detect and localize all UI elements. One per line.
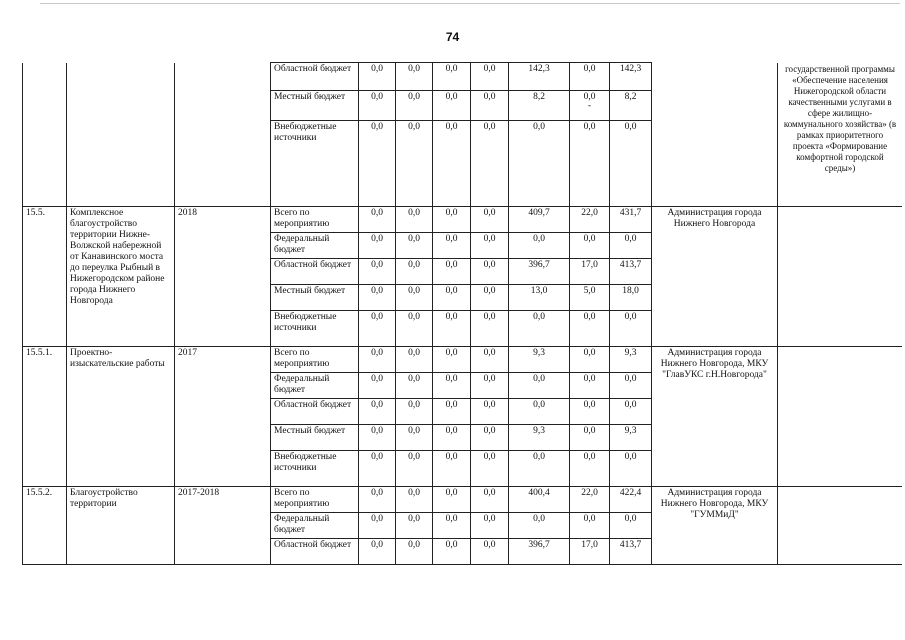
- item-name-cell: Комплексное благоустройство территории Нижне-Волжской набережной от Канавинского моста до переулка Рыбный в Нижегородском районе города Нижнего Новгорода: [67, 207, 175, 347]
- value-cell: 0,0: [396, 425, 433, 451]
- value-cell: 0,0: [396, 513, 433, 539]
- value-cell: 0,0: [471, 513, 509, 539]
- executor-cell: Администрация города Нижнего Новгорода, МКУ "ГлавУКС г.Н.Новгорода": [652, 347, 778, 487]
- value-cell: 18,0: [610, 285, 652, 311]
- value-cell: 13,0: [509, 285, 570, 311]
- value-cell: 0,0: [433, 451, 471, 487]
- value-cell: 9,3: [610, 425, 652, 451]
- value-cell: 0,0: [433, 259, 471, 285]
- value-cell: [570, 91, 610, 121]
- value-cell: 8,2: [509, 91, 570, 121]
- value-cell: 0,0: [359, 233, 396, 259]
- value-cell: 0,0: [471, 451, 509, 487]
- value-cell: 396,7: [509, 259, 570, 285]
- table-row: [23, 347, 903, 373]
- period-cell: [175, 63, 271, 207]
- value-cell: 0,0: [570, 399, 610, 425]
- funding-source-cell: Всего по мероприятию: [271, 207, 359, 233]
- program-note-cell: государственной программы «Обеспечение населения Нижегородской области качественными услугами в сфере жилищно-коммунального хозяйства» (в рамках приоритетного проекта «Формирование комфортной городской среды»): [778, 63, 903, 207]
- value-cell: 0,0: [570, 425, 610, 451]
- executor-cell: [652, 63, 778, 207]
- value-cell: 0,0: [570, 233, 610, 259]
- funding-source-cell: Внебюджетные источники: [271, 121, 359, 207]
- value-cell: 0,0: [396, 451, 433, 487]
- item-period-cell: 2018: [175, 207, 271, 347]
- value-cell: 0,0: [359, 513, 396, 539]
- value-cell: 0,0: [509, 373, 570, 399]
- value-cell: 0,0: [396, 121, 433, 207]
- value-text: 0,0: [583, 92, 596, 102]
- value-cell: 17,0: [570, 259, 610, 285]
- executor-cell: Администрация города Нижнего Новгорода: [652, 207, 778, 347]
- value-cell: 0,0: [471, 539, 509, 565]
- value-cell: 0,0: [509, 399, 570, 425]
- value-cell: 0,0: [433, 311, 471, 347]
- value-cell: 0,0: [471, 91, 509, 121]
- funding-source-cell: Местный бюджет: [271, 285, 359, 311]
- funding-source-cell: Местный бюджет: [271, 91, 359, 121]
- value-cell: 0,0: [570, 347, 610, 373]
- value-cell: 0,0: [433, 121, 471, 207]
- value-cell: 400,4: [509, 487, 570, 513]
- value-cell: 422,4: [610, 487, 652, 513]
- value-cell: 0,0: [359, 539, 396, 565]
- funding-source-cell: Внебюджетные источники: [271, 311, 359, 347]
- value-cell: 0,0: [610, 451, 652, 487]
- value-cell: 0,0: [433, 425, 471, 451]
- value-cell: 409,7: [509, 207, 570, 233]
- table-body: [23, 63, 903, 565]
- table-row: [23, 207, 903, 233]
- value-cell: 0,0: [359, 311, 396, 347]
- value-cell: 0,0: [471, 233, 509, 259]
- value-cell: 0,0: [509, 451, 570, 487]
- funding-source-cell: Федеральный бюджет: [271, 373, 359, 399]
- value-cell: 0,0: [570, 311, 610, 347]
- value-cell: 0,0: [396, 207, 433, 233]
- funding-source-cell: Всего по мероприятию: [271, 487, 359, 513]
- value-cell: 8,2: [610, 91, 652, 121]
- code-cell: [23, 63, 67, 207]
- value-cell: 22,0: [570, 207, 610, 233]
- item-period-cell: 2017-2018: [175, 487, 271, 565]
- program-note-cell: [778, 207, 903, 347]
- value-cell: 0,0: [471, 207, 509, 233]
- value-cell: 0,0: [471, 121, 509, 207]
- value-cell: 0,0: [610, 233, 652, 259]
- value-cell: 0,0: [471, 259, 509, 285]
- value-cell: 0,0: [433, 207, 471, 233]
- value-cell: 0,0: [471, 63, 509, 91]
- item-code-cell: 15.5.1.: [23, 347, 67, 487]
- value-cell: 0,0: [471, 285, 509, 311]
- value-cell: 0,0: [359, 207, 396, 233]
- value-cell: 0,0: [396, 399, 433, 425]
- value-cell: 0,0: [396, 259, 433, 285]
- program-note-cell: [778, 487, 903, 565]
- value-cell: 0,0: [509, 121, 570, 207]
- value-cell: 0,0: [433, 63, 471, 91]
- value-cell: 0,0: [396, 347, 433, 373]
- value-cell: 0,0: [359, 373, 396, 399]
- funding-source-cell: Местный бюджет: [271, 425, 359, 451]
- value-cell: 17,0: [570, 539, 610, 565]
- item-name-cell: Благоустройство территории: [67, 487, 175, 565]
- value-cell: 0,0: [471, 487, 509, 513]
- value-cell: 0,0: [433, 285, 471, 311]
- value-cell: 0,0: [359, 91, 396, 121]
- value-cell: 0,0: [396, 373, 433, 399]
- value-cell: 0,0: [610, 399, 652, 425]
- value-cell: 0,0: [433, 487, 471, 513]
- funding-source-cell: Всего по мероприятию: [271, 347, 359, 373]
- value-cell: 0,0: [471, 347, 509, 373]
- budget-table-sheet: [22, 62, 902, 567]
- value-cell: 0,0: [570, 373, 610, 399]
- value-cell: 0,0: [359, 425, 396, 451]
- program-note-cell: [778, 347, 903, 487]
- value-cell: 0,0: [570, 451, 610, 487]
- value-cell: 0,0: [433, 91, 471, 121]
- funding-source-cell: Федеральный бюджет: [271, 233, 359, 259]
- value-cell: 0,0: [396, 91, 433, 121]
- table-row: [23, 63, 903, 91]
- value-cell: 0,0: [610, 311, 652, 347]
- page-number: 74: [445, 30, 460, 44]
- value-cell: 0,0: [433, 513, 471, 539]
- scan-edge-line: [40, 3, 900, 4]
- funding-source-cell: Федеральный бюджет: [271, 513, 359, 539]
- funding-source-cell: Областной бюджет: [271, 539, 359, 565]
- value-cell: 9,3: [509, 425, 570, 451]
- value-cell: 0,0: [396, 539, 433, 565]
- executor-cell: Администрация города Нижнего Новгорода, МКУ "ГУММиД": [652, 487, 778, 565]
- value-cell: 0,0: [610, 121, 652, 207]
- value-cell: 0,0: [570, 513, 610, 539]
- value-cell: 0,0: [471, 311, 509, 347]
- value-cell: 9,3: [509, 347, 570, 373]
- value-cell: 0,0: [359, 451, 396, 487]
- item-code-cell: 15.5.2.: [23, 487, 67, 565]
- value-cell: 0,0: [359, 285, 396, 311]
- value-cell: 0,0: [433, 399, 471, 425]
- item-period-cell: 2017: [175, 347, 271, 487]
- value-cell: 0,0: [359, 347, 396, 373]
- budget-table: [22, 62, 902, 565]
- funding-source-cell: Областной бюджет: [271, 399, 359, 425]
- value-cell: 9,3: [610, 347, 652, 373]
- value-cell: 0,0: [471, 425, 509, 451]
- table-row: [23, 487, 903, 513]
- funding-source-cell: Областной бюджет: [271, 259, 359, 285]
- value-cell: 0,0: [396, 487, 433, 513]
- value-cell: 0,0: [396, 285, 433, 311]
- value-cell: 431,7: [610, 207, 652, 233]
- value-cell: 0,0: [610, 513, 652, 539]
- funding-source-cell: Внебюджетные источники: [271, 451, 359, 487]
- value-cell: 22,0: [570, 487, 610, 513]
- value-cell: 0,0: [359, 259, 396, 285]
- scan-mark: -: [587, 101, 592, 111]
- value-cell: 0,0: [396, 311, 433, 347]
- item-name-cell: Проектно-изыскательские работы: [67, 347, 175, 487]
- value-cell: 0,0: [433, 233, 471, 259]
- funding-source-cell: Областной бюджет: [271, 63, 359, 91]
- value-cell: 0,0: [509, 513, 570, 539]
- value-cell: 142,3: [509, 63, 570, 91]
- value-cell: 396,7: [509, 539, 570, 565]
- value-cell: 0,0: [509, 311, 570, 347]
- value-cell: 0,0: [509, 233, 570, 259]
- value-cell: 413,7: [610, 539, 652, 565]
- name-cell: [67, 63, 175, 207]
- value-cell: 0,0: [570, 63, 610, 91]
- value-cell: 0,0: [433, 539, 471, 565]
- value-cell: 0,0: [433, 373, 471, 399]
- value-cell: 142,3: [610, 63, 652, 91]
- value-cell: 0,0: [396, 63, 433, 91]
- value-cell: 0,0: [471, 373, 509, 399]
- value-cell: 0,0: [359, 487, 396, 513]
- value-cell: 0,0: [433, 347, 471, 373]
- value-cell: 0,0: [471, 399, 509, 425]
- value-cell: 0,0: [610, 373, 652, 399]
- value-cell: 0,0: [359, 121, 396, 207]
- value-cell: 0,0: [359, 399, 396, 425]
- value-cell: 0,0: [359, 63, 396, 91]
- value-cell: 0,0: [396, 233, 433, 259]
- value-cell: 5,0: [570, 285, 610, 311]
- item-code-cell: 15.5.: [23, 207, 67, 347]
- value-cell: 413,7: [610, 259, 652, 285]
- value-cell: 0,0: [570, 121, 610, 207]
